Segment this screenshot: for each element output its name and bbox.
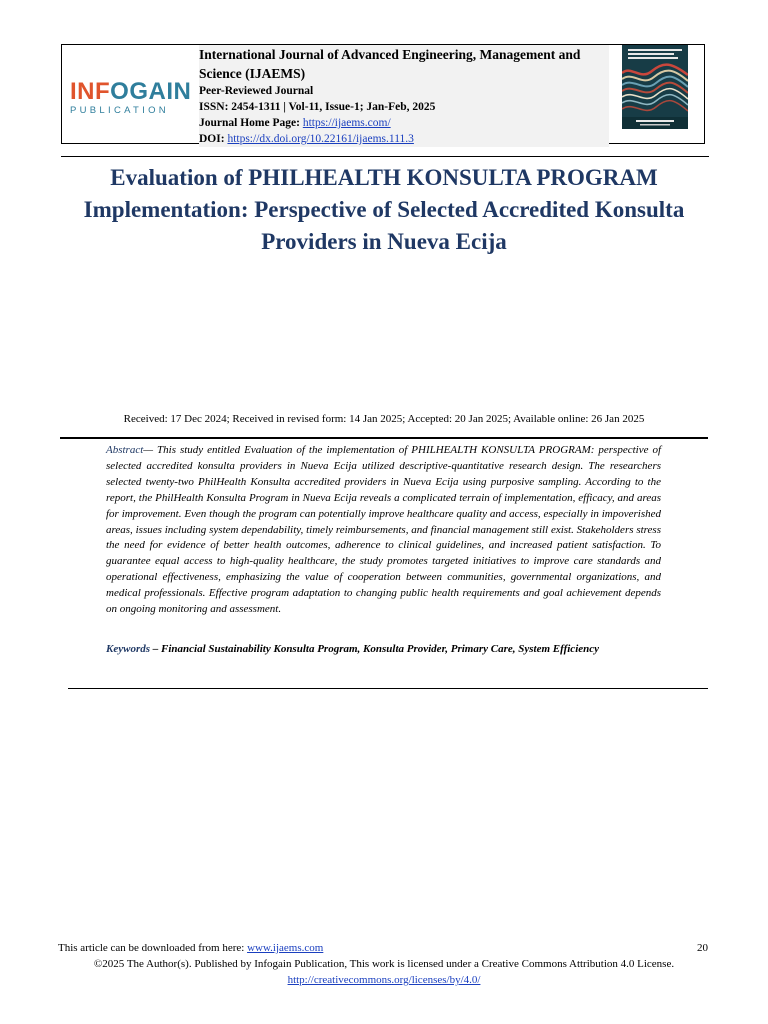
abstract-bottom-rule [68,688,708,689]
abstract-top-rule [60,437,708,439]
abstract-text: — This study entitled Evaluation of the implementation of PHILHEALTH KONSULTA PROGRAM: perspective of selected accredited konsulta providers in Nueva Ecija utilized descriptive-quantitative research design. The researchers selected twenty-two PhilHealth Konsulta accredited providers in Nueva Ecija using purposive sampling. According to the report, the PhilHealth Konsulta Program in Nueva Ecija reveals a complicated terrain of implementation, efficacy, and areas for improvement. Even though the program can potentially improve healthcare quality and access, especially in impoverished areas, issues including system dependability, timely reimbursements, and financial management still exist. Stakeholders stress the need for evidence of better health outcomes, adherence to clinical guidelines, and increased patient satisfaction. To guarantee equal access to high-quality healthcare, the study promotes targeted initiatives to improve care standards and operational effectiveness, emphasizing the value of cooperation between communities, governmental organizations, and medical professionals. Effective program adaptation to changing public health requirements and goal achievement depends on ongoing monitoring and assessment. [106,444,661,616]
page-number: 20 [697,942,708,954]
journal-info [199,45,609,147]
keywords-text: – Financial Sustainability Konsulta Program, Konsulta Provider, Primary Care, System Efficiency [150,643,600,655]
logo-o-icon: O [110,78,130,105]
doi-link[interactable]: https://dx.doi.org/10.22161/ijaems.111.3 [227,133,414,145]
doi-line: DOI: https://dx.doi.org/10.22161/ijaems.111.3 [199,131,609,147]
cover-art [622,45,688,129]
issn-line: ISSN: 2454-1311 | Vol-11, Issue-1; Jan-Feb, 2025 [199,99,609,115]
peer-reviewed-label: Peer-Reviewed Journal [199,83,609,99]
abstract [106,443,661,618]
article-title: Evaluation of PHILHEALTH KONSULTA PROGRAM Implementation: Perspective of Selected Accredited Konsulta Providers in Nueva Ecija [83,165,685,254]
license-line [58,956,710,988]
journal-header [61,44,705,144]
keywords-label: Keywords [106,643,150,655]
homepage-line: Journal Home Page: https://ijaems.com/ [199,115,609,131]
license-link[interactable]: http://creativecommons.org/licenses/by/4.0/ [287,974,481,986]
keywords [106,641,661,657]
page-footer [58,940,710,988]
received-dates: Received: 17 Dec 2024; Received in revised form: 14 Jan 2025; Accepted: 20 Jan 2025; Available online: 26 Jan 2025 [123,413,645,425]
logo-wordmark: INFOGAIN [70,78,192,105]
download-link[interactable]: www.ijaems.com [247,942,324,954]
license-text: ©2025 The Author(s). Published by Infogain Publication, This work is licensed under a Creative Commons Attribution 4.0 License. [93,958,675,970]
journal-cover-image [622,45,688,129]
abstract-label: Abstract [106,444,144,456]
homepage-link[interactable]: https://ijaems.com/ [302,117,391,129]
infogain-logo[interactable] [70,78,192,119]
journal-title: International Journal of Advanced Engineering, Management and Science (IJAEMS) [199,45,609,83]
header-rule [61,156,709,157]
logo-subtitle: PUBLICATION [70,105,169,116]
download-text: This article can be downloaded from here: [58,942,248,954]
